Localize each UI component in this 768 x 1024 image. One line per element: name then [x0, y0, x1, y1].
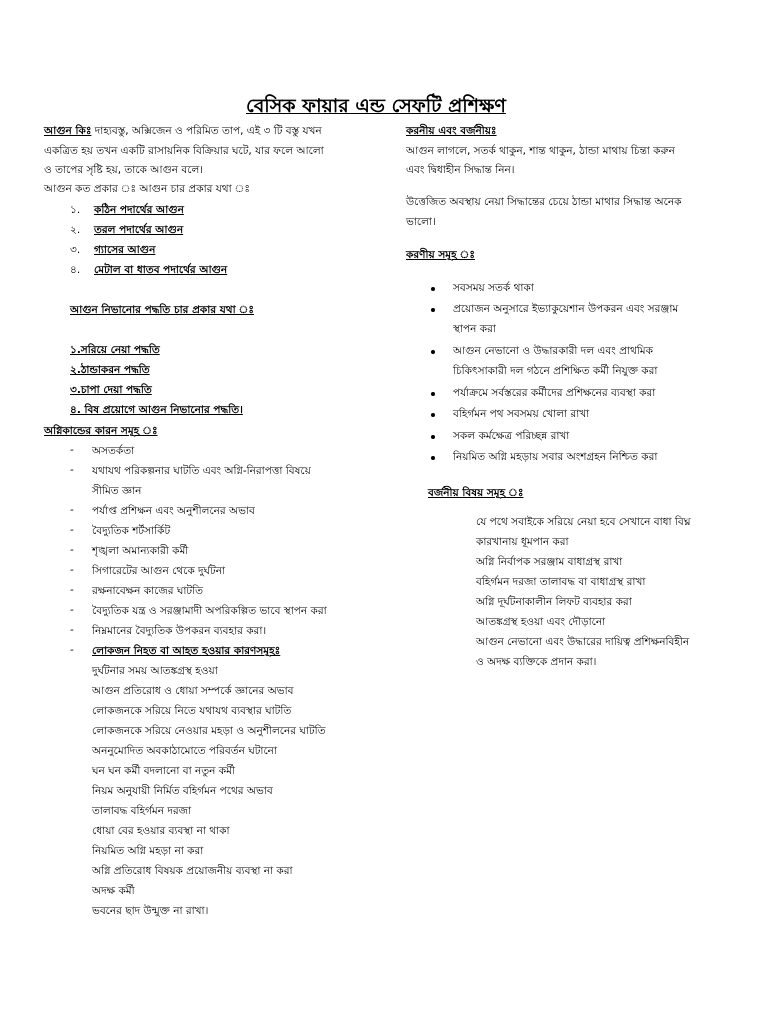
- dos-donts-text-line-2: এবং দ্বিধাহীন সিদ্ধান্ত নিন।: [406, 164, 515, 176]
- donts-heading: বর্জনীয় বিষয় সমূহ ঃ: [428, 487, 524, 499]
- dont-item: অগ্নি দূর্ঘটনাকালীন লিফট ব্যবহার করা: [476, 596, 632, 608]
- bullet-marker: [431, 308, 435, 312]
- casualty-causes-heading: লোকজন নিহত বা আহত হওয়ার কারণসমূহঃ: [92, 645, 281, 657]
- bullet-marker: [431, 413, 435, 417]
- fire-causes-heading: অগ্নিকান্ডের কারন সমূহ ঃ: [44, 425, 158, 437]
- method-item: ১.সরিয়ে নেয়া পদ্ধতি: [70, 344, 160, 356]
- dont-item: ও অদক্ষ ব্যক্তিকে প্রদান করা।: [476, 656, 597, 668]
- casualty-cause-item: লোকজনকে সরিয়ে নেওয়ার মহড়া ও অনুশীলনের ঘাটতি: [92, 725, 326, 737]
- dash-marker: -: [70, 644, 74, 656]
- fire-definition-line-2: একত্রিত হয় তখন একটি রাসায়নিক বিক্রিয়ার ঘটে, যার ফলে আলো: [44, 145, 324, 157]
- casualty-cause-item: নিয়মিত অগ্নি মহড়া না করা: [92, 845, 204, 857]
- dont-item: কারখানায় ধূমপান করা: [476, 536, 569, 548]
- casualty-cause-item: অননুমোদিত অবকাঠামোতে পরিবর্তন ঘটানো: [92, 745, 277, 757]
- fire-type-item: তরল পদার্থের আগুন: [94, 224, 184, 236]
- fire-type-item: গ্যাসের আগুন: [94, 244, 156, 256]
- bullet-marker: [431, 392, 435, 396]
- cause-item: রক্ষনাবেক্ষন কাজের ঘাটতি: [92, 585, 204, 597]
- fire-type-number: ১.: [70, 204, 81, 216]
- method-item: ৪. বিষ প্রয়োগে আগুন নিভানোর পদ্ধতি।: [70, 404, 243, 416]
- cause-item: যথাযথ পরিকল্পনার ঘাটতি এবং অগ্নি-নিরাপত্তা বিষয়ে: [92, 465, 311, 477]
- dont-item: আতঙ্কগ্রস্থ হওয়া এবং দৌড়ানো: [476, 616, 606, 628]
- cause-item: বৈদ্যুতিক শর্টসার্কিট: [92, 525, 171, 537]
- casualty-cause-item: অগ্নি প্রতিরোধ বিষয়ক প্রয়োজনীয় ব্যবস্থা না করা: [92, 865, 293, 877]
- dos-donts-text-line-1: আগুন লাগলে, সতর্ক থাকুন, শান্ত থাকুন, ঠান্ডা মাথায় চিন্তা করুন: [406, 145, 675, 157]
- dash-marker: -: [70, 564, 74, 576]
- do-item: প্রয়োজন অনুসারে ইভ্যাকুয়েশান উপকরন এবং সরঞ্জাম: [453, 303, 679, 315]
- do-item-continued: স্থাপন করা: [453, 323, 496, 335]
- bullet-marker: [431, 287, 435, 291]
- do-item: সকল কর্মক্ষেত্র পরিচ্ছন্ন রাখা: [453, 430, 570, 442]
- dont-item: বহির্গমন দরজা তালাবদ্ধ বা বাধাগ্রস্থ রাখা: [476, 576, 646, 588]
- fire-types-question: আগুন কত প্রকার ঃ আগুন চার প্রকার যথা ঃ: [44, 183, 250, 195]
- dash-marker: -: [70, 604, 74, 616]
- casualty-cause-item: তালাবদ্ধ বহির্গমন দরজা: [92, 805, 192, 817]
- extinguishing-methods-heading: আগুন নিভানোর পদ্ধতি চার প্রকার যথা ঃ: [70, 304, 254, 316]
- fire-type-number: ৩.: [70, 244, 81, 256]
- fire-definition-label: আগুন কিঃ: [44, 125, 92, 137]
- fire-definition-line-3: ও তাপের সৃষ্টি হয়, তাকে আগুন বলে।: [44, 164, 204, 176]
- casualty-cause-item: আগুন প্রতিরোধ ও ধোয়া সম্পর্কে জ্ঞানের অভাব: [92, 685, 294, 697]
- dont-item: অগ্নি নির্বাপক সরঞ্জাম বাধাগ্রস্থ রাখা: [476, 556, 623, 568]
- do-item: আগুন নেভানো ও উদ্ধারকারী দল এবং প্রাথমিক: [453, 345, 653, 357]
- fire-type-number: ২.: [70, 224, 81, 236]
- casualty-cause-item: লোকজনকে সরিয়ে নিতে যথাযথ ব্যবস্থার ঘাটতি: [92, 705, 292, 717]
- do-item: বহির্গমন পথ সবসময় খোলা রাখা: [453, 408, 590, 420]
- do-item: সবসময় সতর্ক থাকা: [453, 282, 534, 294]
- cause-item: নিম্নমানের বৈদ্যুতিক উপকরন ব্যবহার করা।: [92, 625, 267, 637]
- fire-type-item: মেটাল বা ধাতব পদার্থের আগুন: [94, 264, 228, 276]
- calm-advice-line-1: উত্তেজিত অবস্থায় নেয়া সিদ্ধান্তের চেয়ে ঠান্ডা মাথার সিদ্ধান্ত অনেক: [406, 196, 682, 208]
- method-item: ৩.চাপা দেয়া পদ্ধতি: [70, 384, 152, 396]
- dash-marker: -: [70, 584, 74, 596]
- bullet-marker: [431, 350, 435, 354]
- method-item: ২.ঠান্ডাকরন পদ্ধতি: [70, 364, 150, 376]
- casualty-cause-item: নিয়ম অনুযায়ী নির্মিত বহির্গমন পথের অভাব: [92, 785, 273, 797]
- fire-type-number: ৪.: [70, 264, 81, 276]
- dash-marker: -: [70, 504, 74, 516]
- fire-definition-text: দাহ্যবস্তু, অক্সিজেন ও পরিমিত তাপ, এই ৩ টি বস্তু যখন: [91, 125, 322, 137]
- cause-item: শৃঙ্খলা অমান্যকারী কর্মী: [92, 545, 189, 557]
- fire-type-item: কঠিন পদার্থের আগুন: [94, 204, 184, 216]
- cause-item: পর্যাপ্ত প্রশিক্ষন এবং অনুশীলনের অভাব: [92, 505, 255, 517]
- dos-donts-heading: করনীয় এবং বর্জনীয়ঃ: [406, 125, 497, 137]
- do-item-continued: চিকিৎসাকারী দল গঠনে প্রশিক্ষিত কর্মী নিযুক্ত করা: [453, 365, 658, 377]
- fire-definition-line-1: [44, 124, 322, 141]
- dos-heading: করণীয় সমূহ ঃ: [406, 249, 475, 261]
- dash-marker: -: [70, 464, 74, 476]
- bullet-marker: [431, 456, 435, 460]
- casualty-cause-item: ধোয়া বের হওয়ার ব্যবস্থা না থাকা: [92, 825, 230, 837]
- casualty-cause-item: ভবনের ছাদ উন্মুক্ত না রাখা।: [92, 905, 209, 917]
- casualty-cause-item: ঘন ঘন কর্মী বদলানো বা নতুন কর্মী: [92, 765, 235, 777]
- casualty-cause-item: অদক্ষ কর্মী: [92, 885, 135, 897]
- dont-item: যে পথে সবাইকে সরিয়ে নেয়া হবে সেখানে বাধা বিঘ্ন: [476, 516, 691, 528]
- bullet-marker: [431, 435, 435, 439]
- do-item: নিয়মিত অগ্নি মহড়ায় সবার অংশগ্রহন নিশ্চিত করা: [453, 451, 658, 463]
- dash-marker: -: [70, 444, 74, 456]
- dash-marker: -: [70, 524, 74, 536]
- dash-marker: -: [70, 544, 74, 556]
- page-title: বেসিক ফায়ার এন্ড সেফটি প্রশিক্ষণ: [246, 95, 506, 117]
- cause-item: বৈদ্যুতিক যন্ত্র ও সরঞ্জামাদী অপরিকল্পিত ভাবে স্থাপন করা: [92, 605, 327, 617]
- do-item: পর্যাক্রমে সর্বস্তরের কর্মীদের প্রশিক্ষনের ব্যবস্থা করা: [453, 387, 656, 399]
- dont-item: আগুন নেভানো এবং উদ্ধারের দায়িত্ব প্রশিক্ষনবিহীন: [476, 636, 690, 648]
- cause-item: অসতর্কতা: [92, 445, 135, 457]
- cause-item-continued: সীমিত জ্ঞান: [92, 485, 142, 497]
- dash-marker: -: [70, 624, 74, 636]
- calm-advice-line-2: ভালো।: [406, 216, 436, 228]
- cause-item: সিগারেটের আগুন থেকে দুর্ঘটনা: [92, 565, 226, 577]
- casualty-cause-item: দুর্ঘটনার সময় আতঙ্কগ্রস্থ হওয়া: [92, 665, 218, 677]
